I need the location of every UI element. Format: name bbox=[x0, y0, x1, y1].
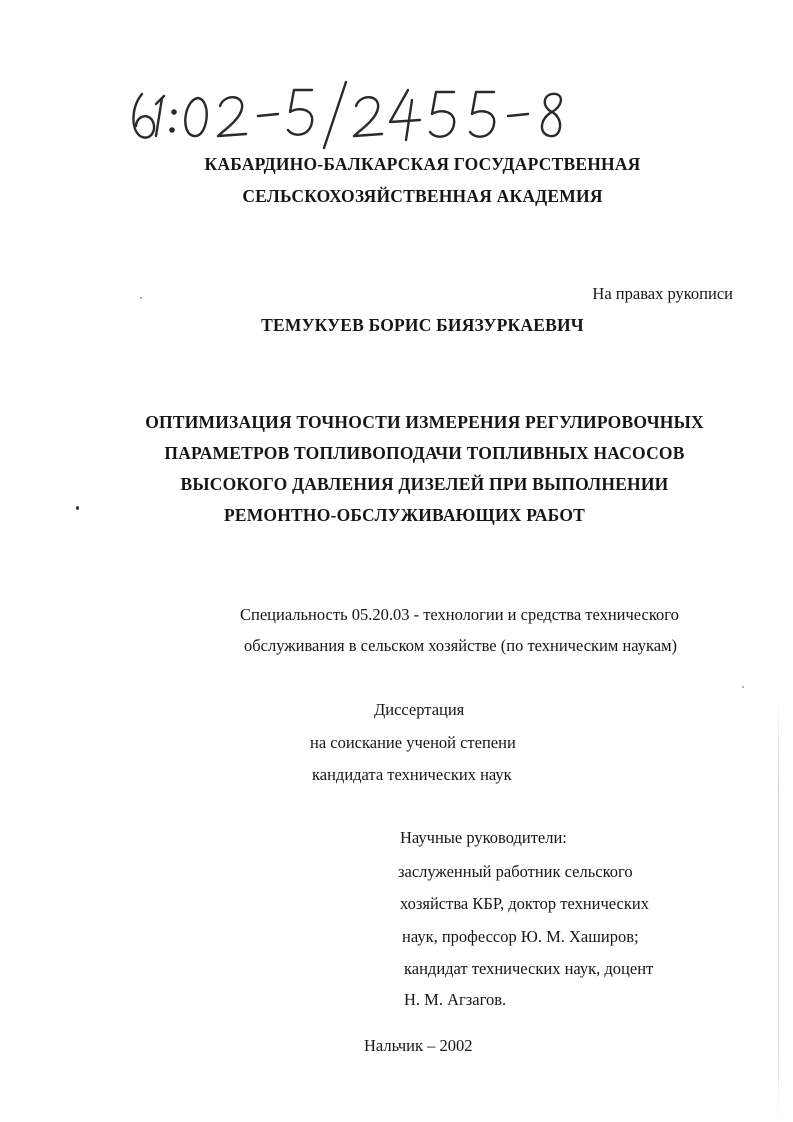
dissertation-title-line-1: ОПТИМИЗАЦИЯ ТОЧНОСТИ ИЗМЕРЕНИЯ РЕГУЛИРОВОЧНЫХ bbox=[145, 412, 704, 432]
institution-name-line-1: КАБАРДИНО-БАЛКАРСКАЯ ГОСУДАРСТВЕННАЯ bbox=[204, 154, 641, 174]
degree-line-2: кандидата технических наук bbox=[312, 765, 512, 784]
degree-line-1: на соискание ученой степени bbox=[310, 733, 516, 752]
city-year: Нальчик – 2002 bbox=[364, 1036, 473, 1055]
rights-notice: На правах рукописи bbox=[592, 284, 733, 303]
author-name: ТЕМУКУЕВ БОРИС БИЯЗУРКАЕВИЧ bbox=[261, 315, 584, 335]
scan-edge-line bbox=[778, 700, 779, 1120]
advisors-line-5: Н. М. Агзагов. bbox=[404, 990, 507, 1009]
advisors-line-2: хозяйства КБР, доктор технических bbox=[400, 894, 649, 913]
handwritten-archive-code bbox=[128, 76, 578, 154]
specialty-line-2: обслуживания в сельском хозяйстве (по техническим наукам) bbox=[244, 636, 678, 655]
dissertation-label: Диссертация bbox=[374, 700, 465, 719]
scan-speck bbox=[140, 297, 142, 299]
scan-speck bbox=[76, 506, 79, 510]
specialty-line-1: Специальность 05.20.03 - технологии и средства технического bbox=[240, 605, 679, 624]
handwritten-signature-icon bbox=[128, 76, 578, 154]
advisors-heading: Научные руководители: bbox=[400, 828, 567, 847]
advisors-line-4: кандидат технических наук, доцент bbox=[404, 959, 654, 978]
dissertation-title-line-3: ВЫСОКОГО ДАВЛЕНИЯ ДИЗЕЛЕЙ ПРИ ВЫПОЛНЕНИИ bbox=[180, 474, 669, 494]
dissertation-title-line-4: РЕМОНТНО-ОБСЛУЖИВАЮЩИХ РАБОТ bbox=[223, 505, 586, 525]
advisors-line-3: наук, профессор Ю. М. Хаширов; bbox=[402, 927, 639, 946]
advisors-line-1: заслуженный работник сельского bbox=[398, 862, 633, 881]
dissertation-title-line-2: ПАРАМЕТРОВ ТОПЛИВОПОДАЧИ ТОПЛИВНЫХ НАСОСОВ bbox=[164, 443, 685, 463]
institution-name-line-2: СЕЛЬСКОХОЗЯЙСТВЕННАЯ АКАДЕМИЯ bbox=[242, 186, 603, 206]
scan-speck bbox=[742, 686, 744, 688]
